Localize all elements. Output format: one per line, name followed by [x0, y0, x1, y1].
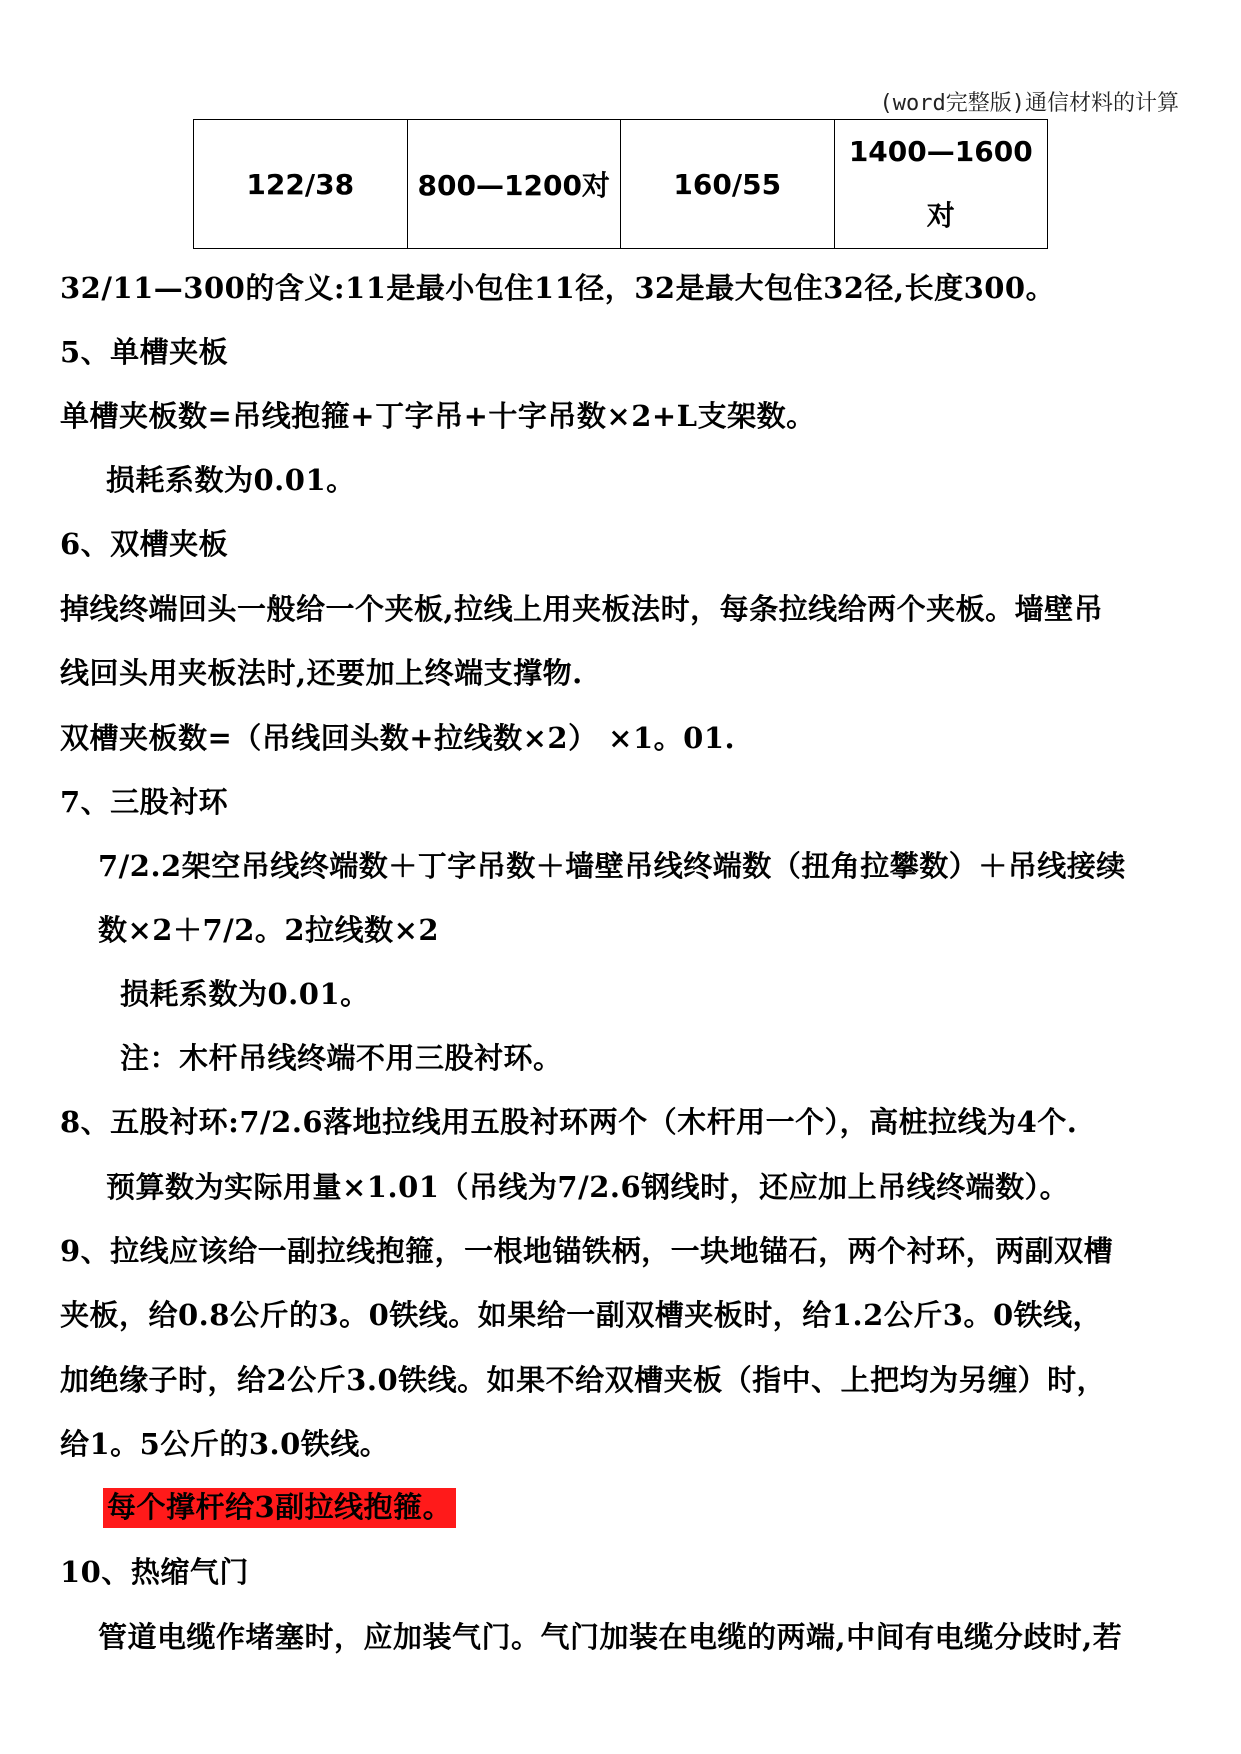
- formula-line: 双槽夹板数=（吊线回头数+拉线数×2） ×1。01.: [60, 721, 736, 755]
- section-heading: 8、五股衬环:7/2.6落地拉线用五股衬环两个（木杆用一个），高桩拉线为4个.: [60, 1105, 1078, 1139]
- spec-table: [193, 119, 1048, 249]
- table-cell: 160/55: [621, 120, 835, 249]
- section-heading: 5、单槽夹板: [60, 335, 229, 369]
- paragraph-line: 损耗系数为0.01。: [106, 463, 356, 497]
- paragraph-line: 掉线终端回头一般给一个夹板,拉线上用夹板法时，每条拉线给两个夹板。墙壁吊: [60, 592, 1104, 626]
- paragraph-line: 损耗系数为0.01。: [120, 977, 370, 1011]
- section-heading: 7、三股衬环: [60, 785, 229, 819]
- formula-line: 数×2＋7/2。2拉线数×2: [98, 913, 440, 947]
- section-heading: 10、热缩气门: [60, 1555, 249, 1589]
- table-cell: 1400—1600对: [834, 120, 1048, 249]
- note-line: 注：木杆吊线终端不用三股衬环。: [120, 1041, 563, 1075]
- formula-line: 单槽夹板数=吊线抱箍+丁字吊+十字吊数×2+L支架数。: [60, 399, 816, 433]
- table-cell: 800—1200对: [407, 120, 621, 249]
- highlighted-note: [103, 1485, 456, 1526]
- paragraph-line: 32/11—300的含义:11是最小包住11径，32是最大包住32径,长度300。: [60, 271, 1056, 305]
- paragraph-line: 预算数为实际用量×1.01（吊线为7/2.6钢线时，还应加上吊线终端数）。: [106, 1170, 1070, 1204]
- section-heading: 9、拉线应该给一副拉线抱箍，一根地锚铁柄，一块地锚石，两个衬环，两副双槽: [60, 1234, 1114, 1268]
- section-heading: 6、双槽夹板: [60, 527, 229, 561]
- paragraph-line: 给1。5公斤的3.0铁线。: [60, 1427, 390, 1461]
- formula-line: 7/2.2架空吊线终端数＋丁字吊数＋墙壁吊线终端数（扭角拉攀数）＋吊线接续: [98, 849, 1126, 883]
- paragraph-line: 夹板，给0.8公斤的3。0铁线。如果给一副双槽夹板时，给1.2公斤3。0铁线，: [60, 1298, 1103, 1332]
- paragraph-line: 加绝缘子时，给2公斤3.0铁线。如果不给双槽夹板（指中、上把均为另缠）时，: [60, 1363, 1107, 1397]
- table-row: [194, 120, 1048, 249]
- paragraph-line: 管道电缆作堵塞时，应加装气门。气门加装在电缆的两端,中间有电缆分歧时,若: [98, 1620, 1123, 1654]
- table-cell: 122/38: [194, 120, 408, 249]
- highlight-mark: 每个撑杆给3副拉线抱箍。: [103, 1488, 456, 1528]
- running-header: (word完整版)通信材料的计算: [879, 91, 1179, 116]
- paragraph-line: 线回头用夹板法时,还要加上终端支撑物.: [60, 656, 583, 690]
